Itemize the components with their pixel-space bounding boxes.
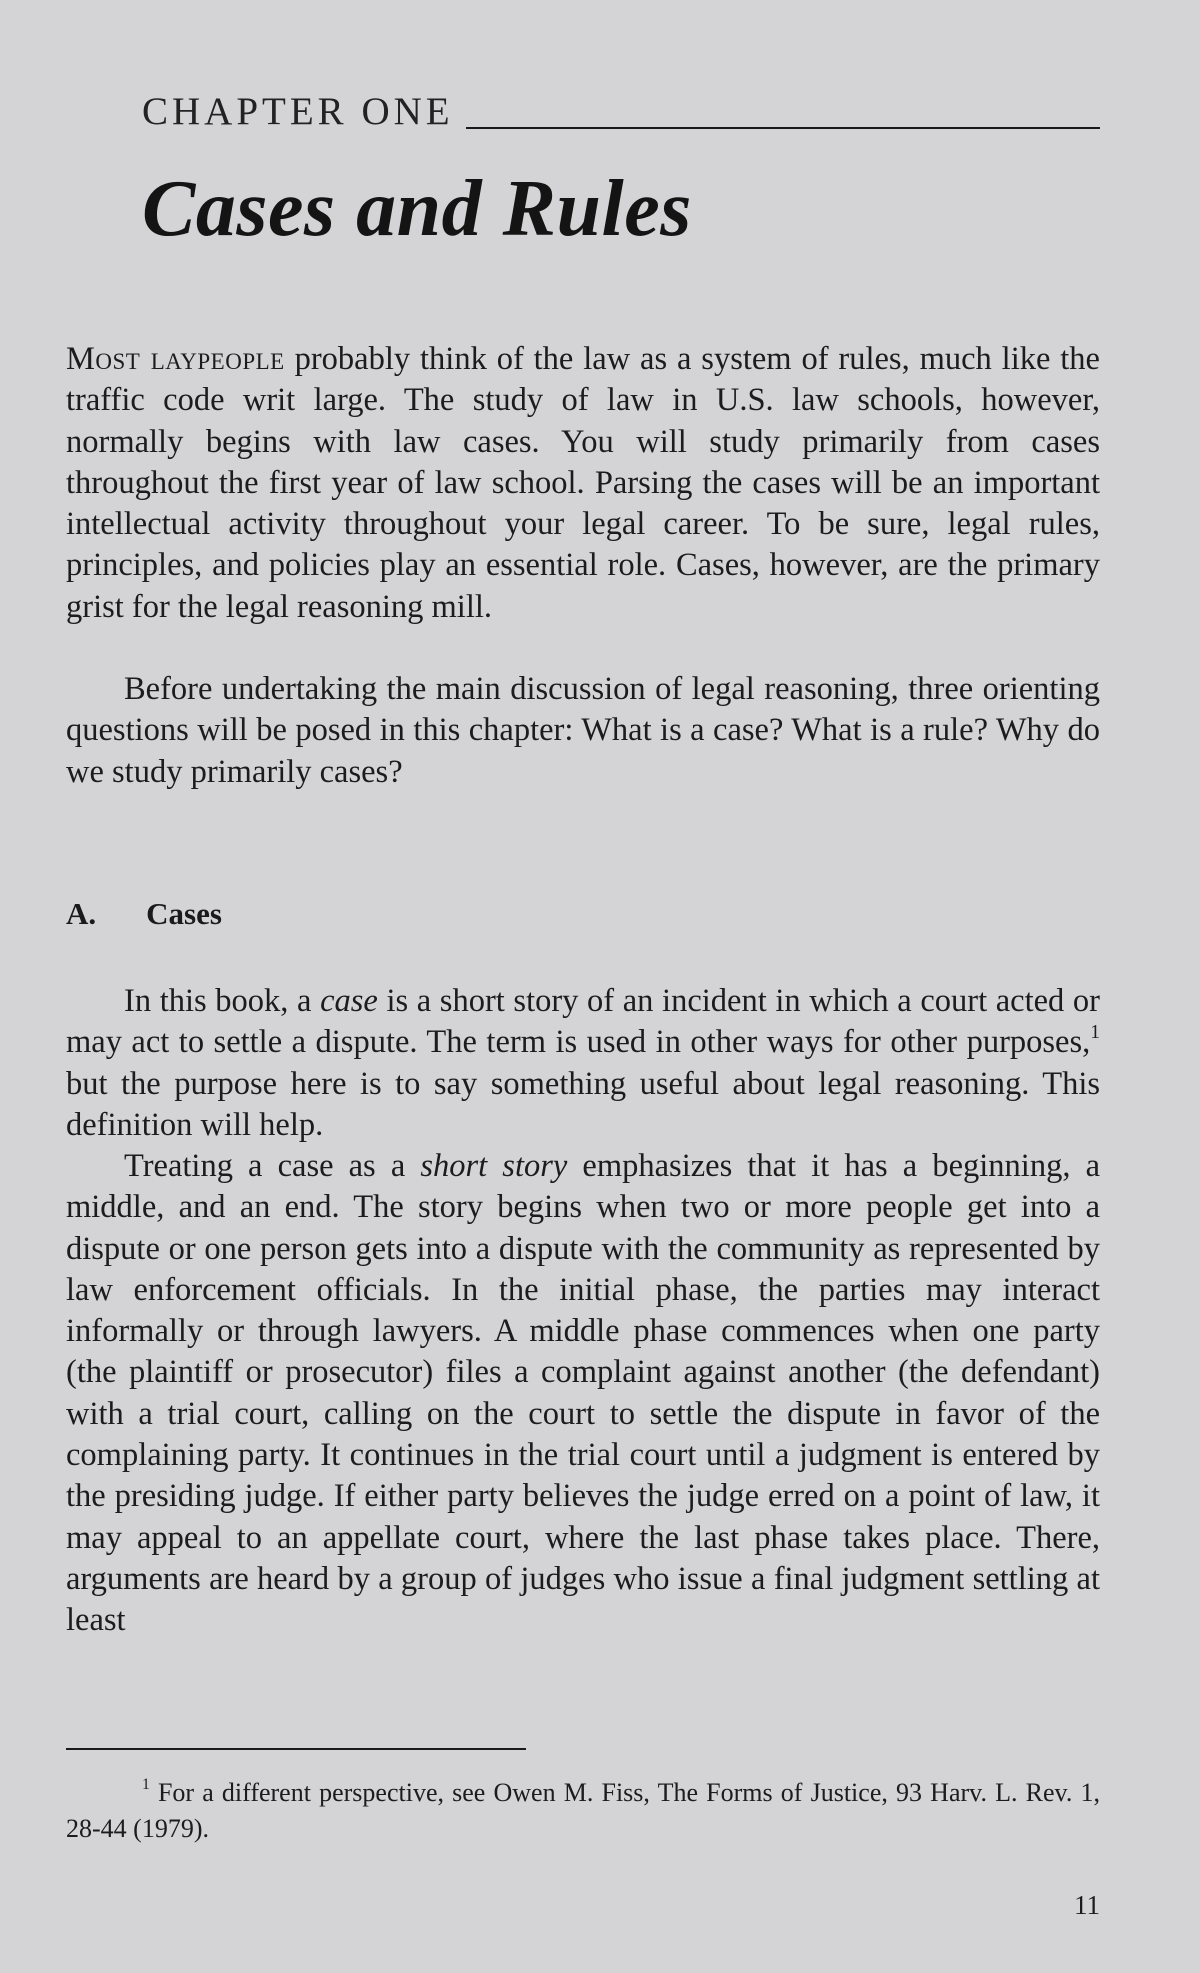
chapter-label: CHAPTER ONE [142, 90, 454, 133]
chapter-header [142, 92, 1100, 131]
cases-p1-text-a: In this book, a [124, 983, 321, 1019]
footnote-text: For a different perspective, see Owen M. Fiss, The Forms of Justice, 93 Harv. L. Rev. 1, 28-44 (1979). [66, 1778, 1100, 1843]
page-number: 11 [1074, 1890, 1100, 1920]
cases-p1-text-c: but the purpose here is to say something useful about legal reasoning. This definition will help. [66, 1065, 1100, 1143]
intro-paragraph-1 [66, 339, 1100, 628]
section-letter: A. [66, 896, 97, 931]
footnote-reference[interactable]: 1 [1090, 1021, 1100, 1043]
cases-p1-text-b: is a short story of an incident in which a court acted or may act to settle a dispute. The term is used in other ways for other purposes, [66, 983, 1100, 1061]
footnote-number: 1 [142, 1776, 150, 1794]
short-story-term: short story [420, 1148, 568, 1184]
chapter-title: Cases and Rules [142, 165, 692, 253]
cases-p2-text-b: emphasizes that it has a beginning, a middle, and an end. The story begins when two or more people get into a dispute or one person gets into a dispute with the community as represented by law enforcement officials. In the initial phase, the parties may interact informally or through lawyers. A middle phase commences when one party (the plaintiff or prosecutor) files a complaint against another (the defendant) with a trial court, calling on the court to settle the dispute in favor of the complaining party. It continues in the trial court until a judgment is entered by the presiding judge. If either party believes the judge erred on a point of law, it may appeal to an appellate court, where the last phase takes place. There, arguments are heard by a group of judges who issue a final judgment settling at least [66, 1148, 1100, 1639]
footnote [66, 1775, 1100, 1847]
section-heading [66, 896, 222, 932]
cases-paragraph-1 [66, 981, 1100, 1146]
intro-paragraph-1-text: probably think of the law as a system of rules, much like the traffic code writ large. The study of law in U.S. law schools, however, normally begins with law cases. You will study primarily from cases throughout the first year of law school. Parsing the cases will be an important intellectual activity throughout your legal career. To be sure, legal rules, principles, and policies play an essential role. Cases, however, are the primary grist for the legal reasoning mill. [66, 341, 1100, 625]
chapter-rule [466, 127, 1100, 129]
footnote-rule [66, 1748, 526, 1750]
section-title: Cases [146, 896, 222, 931]
case-term: case [320, 983, 378, 1019]
cases-p2-text-a: Treating a case as a [124, 1148, 421, 1184]
intro-lead-small-caps: Most laypeople [66, 341, 285, 377]
cases-paragraph-2 [66, 1146, 1100, 1642]
intro-paragraph-2: Before undertaking the main discussion of legal reasoning, three orienting questions will be posed in this chapter: What is a case? What is a rule? Why do we study primarily cases? [66, 671, 1100, 790]
